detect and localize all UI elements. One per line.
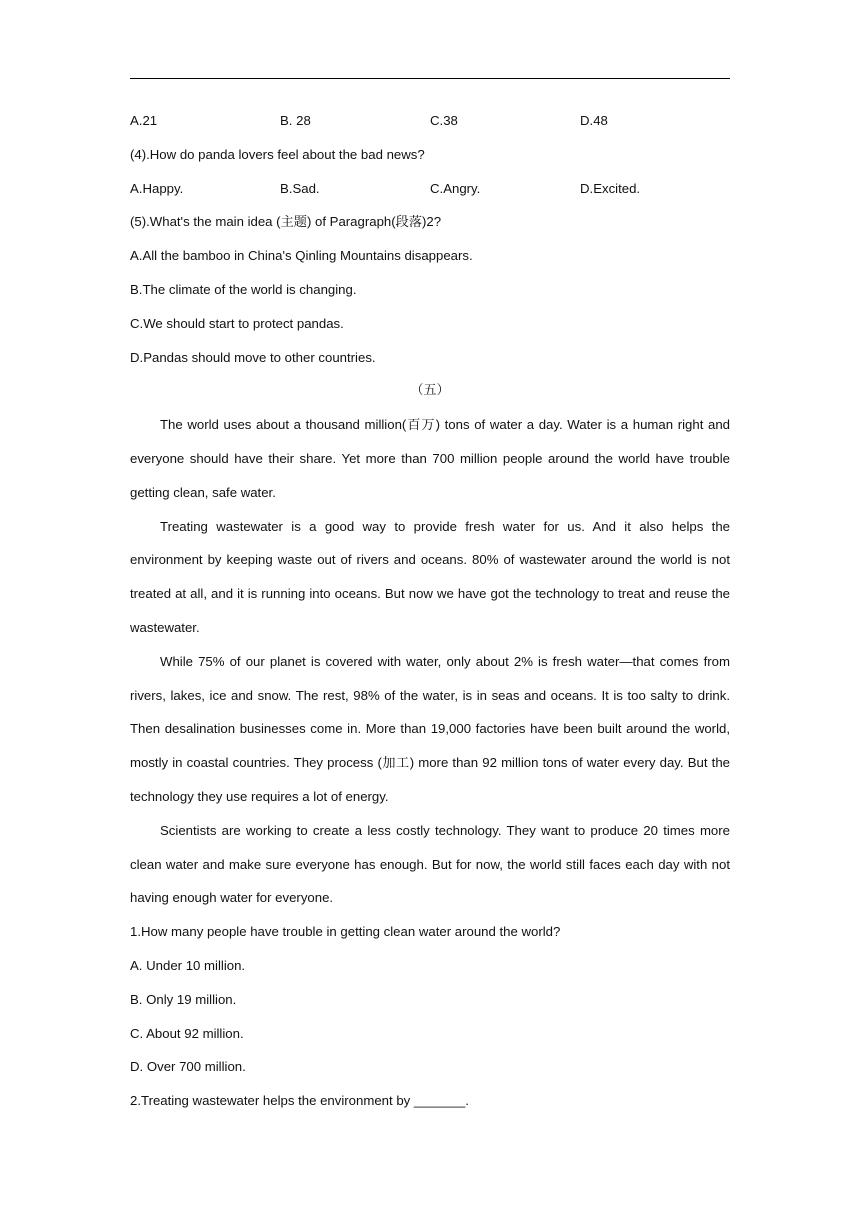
q1-option-d: D. Over 700 million. [130, 1059, 246, 1075]
passage-paragraph-1: The world uses about a thousand million(百万) tons of water a day. Water is a human right and everyone should have their share. Yet more than 700 million people around the world have trouble getting clean, safe water. [130, 417, 730, 500]
header-rule [130, 78, 730, 79]
q3-option-a: A.21 [130, 113, 158, 128]
q5-question: (5).What's the main idea (主题) of Paragraph(段落)2? [130, 214, 442, 230]
q4-option-c: C.Angry. [430, 180, 481, 196]
q5-option-b: B.The climate of the world is changing. [130, 281, 357, 297]
passage-paragraph-2: Treating wastewater is a good way to provide fresh water for us. And it also helps the environment by keeping waste out of rivers and oceans. 80% of wastewater around the world is not treated at all, and it is running into oceans. But now we have got the technology to treat and reuse the wastewater. [130, 518, 730, 635]
q1-option-b: B. Only 19 million. [130, 991, 237, 1007]
q5-option-a: A.All the bamboo in China's Qinling Mountains disappears. [130, 248, 473, 264]
q4-option-b: B.Sad. [280, 180, 320, 196]
section-title: （五） [410, 383, 450, 399]
q4-option-d: D.Excited. [580, 180, 641, 196]
q1-question: 1.How many people have trouble in getting clean water around the world? [130, 924, 561, 940]
q3-options [130, 104, 730, 138]
q4-options [130, 172, 730, 206]
passage-paragraph-3: While 75% of our planet is covered with water, only about 2% is fresh water—that comes from rivers, lakes, ice and snow. The rest, 98% of the water, is in seas and oceans. It is too salty to drink. Then desalination businesses come in. More than 19,000 factories have been built around the world, mostly in coastal countries. They process (加工) more than 92 million tons of water every day. But the technology they use requires a lot of energy. [130, 653, 730, 804]
q5-option-d: D.Pandas should move to other countries. [130, 349, 376, 365]
passage-paragraph-4: Scientists are working to create a less costly technology. They want to produce 20 times more clean water and make sure everyone has enough. But for now, the world still faces each day with not having enough water for everyone. [130, 822, 730, 906]
q3-option-d: D.48 [580, 113, 608, 128]
q1-option-a: A. Under 10 million. [130, 957, 246, 973]
document-body [130, 104, 730, 1118]
q5-option-c: C.We should start to protect pandas. [130, 315, 344, 331]
q4-question: (4).How do panda lovers feel about the bad news? [130, 146, 425, 162]
q1-option-c: C. About 92 million. [130, 1025, 244, 1041]
q3-option-b: B. 28 [280, 113, 311, 128]
q4-option-a: A.Happy. [130, 180, 184, 196]
q3-option-c: C.38 [430, 113, 458, 128]
q2-question: 2.Treating wastewater helps the environment by _______. [130, 1093, 469, 1109]
